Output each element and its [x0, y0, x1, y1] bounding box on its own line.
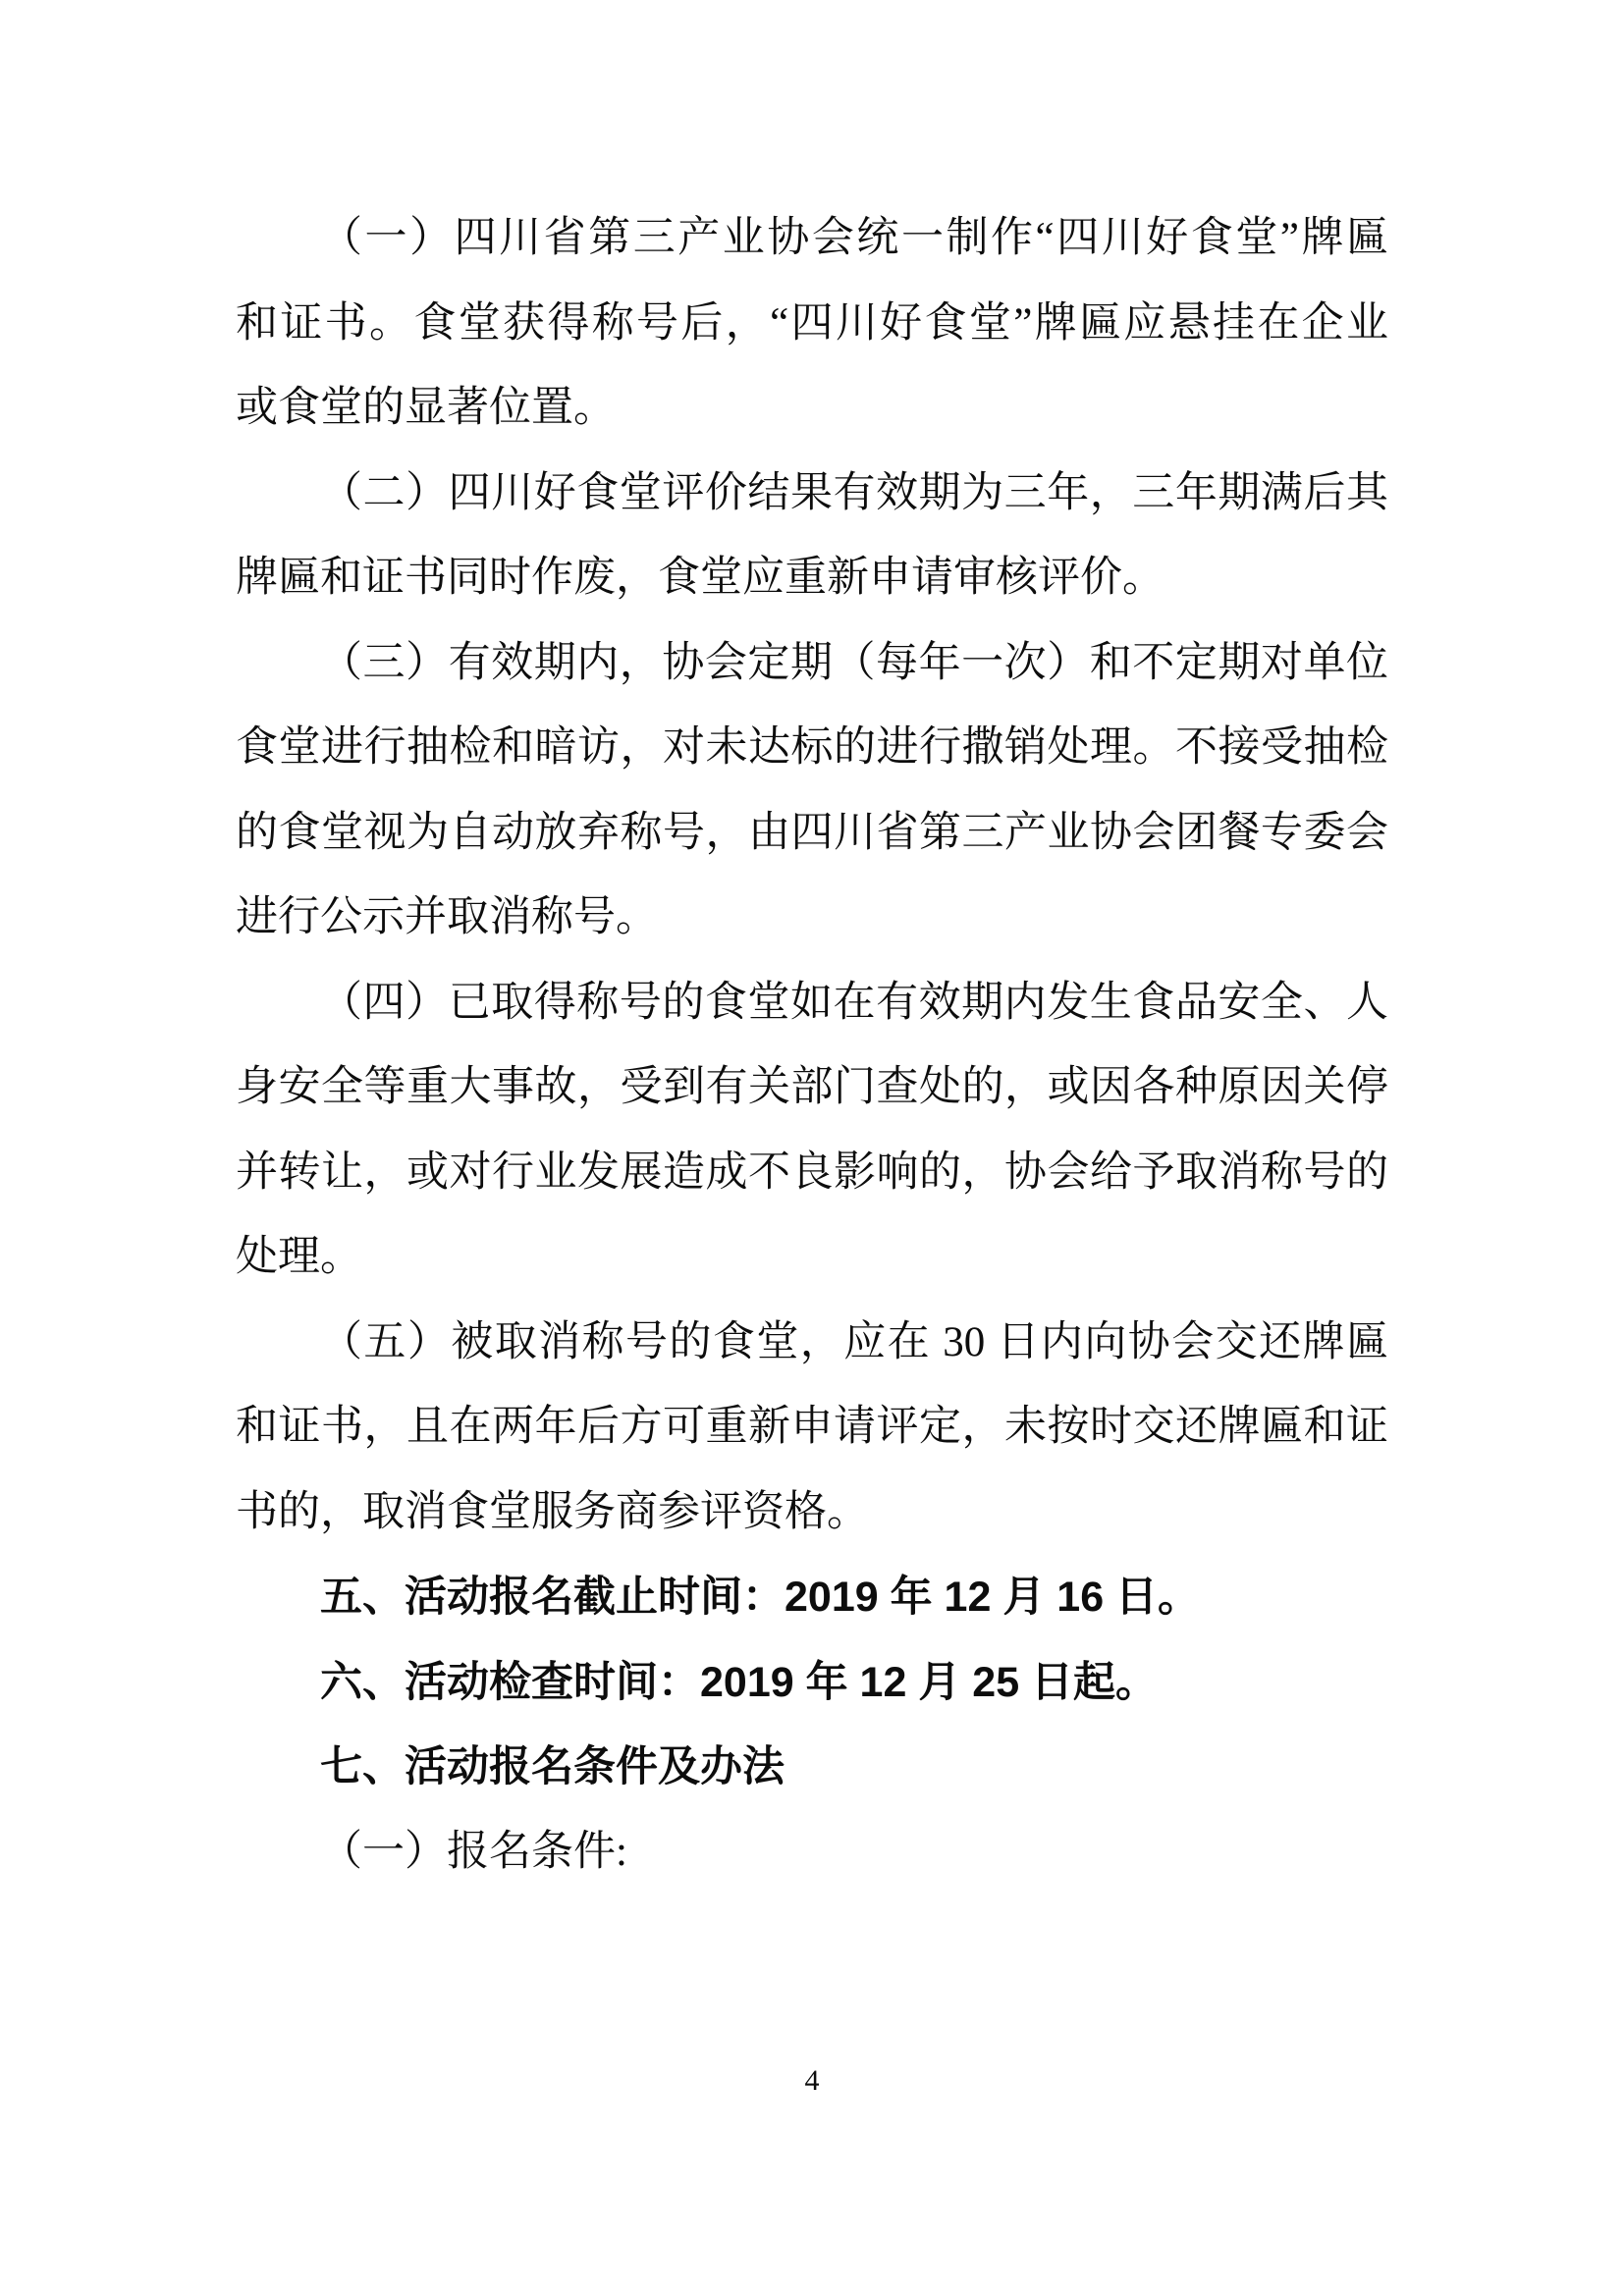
- text-line: 并转让，或对行业发展造成不良影响的，协会给予取消称号的: [236, 1148, 1388, 1196]
- text-line: （三）有效期内，协会定期（每年一次）和不定期对单位: [320, 639, 1388, 686]
- text-line: 和证书，且在两年后方可重新申请评定，未按时交还牌匾和证: [236, 1404, 1388, 1450]
- text-line: （一）报名条件:: [320, 1828, 627, 1875]
- text-line: 书的，取消食堂服务商参评资格。: [236, 1488, 869, 1535]
- body-paragraph: [236, 621, 1388, 961]
- text-line: 或食堂的显著位置。: [236, 385, 616, 431]
- body-paragraph: [236, 1301, 1388, 1556]
- body-paragraph: [236, 452, 1388, 621]
- text-line: 六、活动检查时间：2019 年 12 月 25 日起。: [320, 1658, 1159, 1706]
- page-number: 4: [804, 2064, 820, 2097]
- body-paragraph: [236, 961, 1388, 1301]
- text-line: （二）四川好食堂评价结果有效期为三年，三年期满后其: [320, 469, 1388, 516]
- text-line: （五）被取消称号的食堂，应在 30 日内向协会交还牌匾: [320, 1318, 1388, 1365]
- heading-paragraph: [236, 1725, 1388, 1810]
- text-line: 的食堂视为自动放弃称号，由四川省第三产业协会团餐专委会: [236, 809, 1388, 856]
- body-paragraph: [236, 1810, 1388, 1896]
- heading-paragraph: [236, 1555, 1388, 1640]
- text-line: 牌匾和证书同时作废，食堂应重新申请审核评价。: [236, 555, 1164, 601]
- text-line: （一）四川省第三产业协会统一制作“四川好食堂”牌匾: [320, 215, 1388, 261]
- body-paragraph: [236, 196, 1388, 452]
- text-line: 和证书。食堂获得称号后，“四川好食堂”牌匾应悬挂在企业: [236, 299, 1388, 347]
- text-line: 五、活动报名截止时间：2019 年 12 月 16 日。: [320, 1574, 1201, 1621]
- heading-paragraph: [236, 1640, 1388, 1726]
- text-line: （四）已取得称号的食堂如在有效期内发生食品安全、人: [320, 979, 1388, 1026]
- text-line: 七、活动报名条件及办法: [320, 1743, 785, 1790]
- text-line: 食堂进行抽检和暗访，对未达标的进行撒销处理。不接受抽检: [236, 724, 1388, 771]
- page-body: [236, 196, 1388, 1895]
- text-line: 身安全等重大事故，受到有关部门查处的，或因各种原因关停: [236, 1064, 1388, 1110]
- text-line: 处理。: [236, 1234, 362, 1280]
- text-line: 进行公示并取消称号。: [236, 894, 658, 940]
